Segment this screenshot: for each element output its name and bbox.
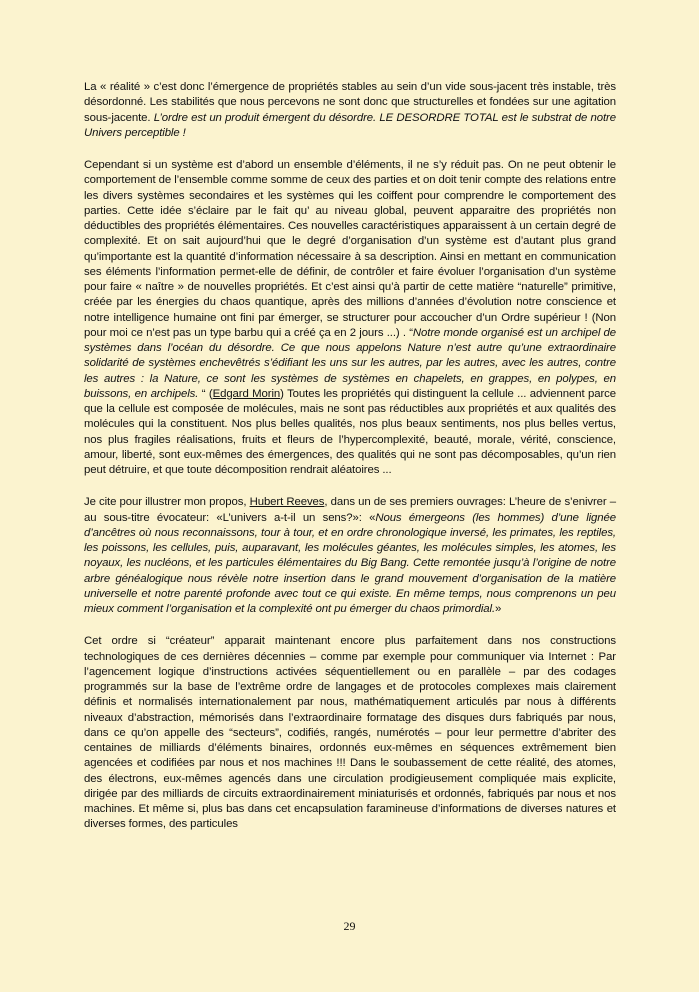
paragraph-3 <box>84 495 616 617</box>
italic-span: Nous émergeons (les hommes) d’une lignée d’ancêtres où nous reconnaissons, tour à tour, et en ordre chronologique inversé, les primates, les reptiles, les poissons, les cellules, puis, auparavant, les molécules géantes, les molécules simples, les atomes, les noyaux, les nucléons, et les particules élémentaires du Big Bang. Cette remontée jusqu’à l’origine de notre arbre généalogique nous révèle notre insertion dans le grand mouvement d’organisation de la matière universelle et notre parenté profonde avec tout ce qui existe. En même temps, nous comprenons un peu mieux comment l’organisation et la complexité ont pu émerger du chaos primordial. <box>84 511 616 615</box>
paragraph-2 <box>84 158 616 478</box>
paragraph-4 <box>84 634 616 832</box>
text-span: “ ( <box>198 387 213 400</box>
edgard-morin-link[interactable]: Edgard Morin <box>212 387 281 400</box>
text-span: Je cite pour illustrer mon propos, <box>84 496 250 509</box>
text-span: ) Toutes les propriétés qui distinguent la cellule ... adviennent parce que la cellule est composée de molécules, mais ne sont pas réductibles aux propriétés et aux qualités des molécules qui la constituent. Nos plus belles qualités, nos plus beaux sentiments, nos plus belles vertus, nos plus fragiles réalisations, fruits et fleurs de l’hypercomplexité, beauté, morale, vérité, conscience, amour, liberté, sont eux-mêmes des émergences, des qualités qui ne sont pas décomposables, qu’un rien peut détruire, et que toute décomposition rendrait aléatoires ... <box>84 387 616 476</box>
text-span: Cependant si un système est d’abord un ensemble d’éléments, il ne s’y réduit pas. On ne peut obtenir le comportement de l’ensemble comme somme de ceux des parties et on doit tenir compte des relations entre les divers systèmes secondaires et les systèmes qui les coiffent pour comprendre le comportement des parties. Cette idée s’éclaire par le fait qu’ au niveau global, peuvent apparaitre des propriétés non déductibles des propriétés élémentaires. Ces nouvelles caractéristiques apparaissent à un certain degré de complexité. Et on sait aujourd’hui que le degré d’organisation d’un système est d’autant plus grand qu’importante est la quantité d’information nécessaire à sa description. Ainsi en mettant en communication ses éléments l’information permet-elle de définir, de contrôler et faire évoluer l’organisation d’un système pour faire « naître » de nouvelles propriétés. Et c’est ainsi qu’à partir de cette matière “naturelle” primitive, créée par les énergies du chaos quantique, après des millions d’années d’évolution notre conscience et notre intelligence humaine ont fini par émerger, se structurer pour accoucher d’un Ordre supérieur ! (Non pour moi ce n’est pas un type barbu qui a créé ça en 2 jours ...) . “ <box>84 159 616 339</box>
text-span: , dans un de ses premiers ouvrages: L’heure de s’enivrer – au sous-titre évocateur: «L’univers a-t-il un sens?»: « <box>84 496 617 524</box>
italic-span: Notre monde organisé est un archipel de systèmes dans l’océan du désordre. Ce que nous appelons Nature n’est autre qu’une extraordinaire solidarité de systèmes enchevêtrés s’édifiant les uns sur les autres, par les autres, avec les autres, contre les autres : la Nature, ce sont les systèmes de systèmes en chapelets, en grappes, en polypes, en buissons, en archipels. <box>84 326 616 400</box>
text-span: » <box>495 603 502 615</box>
paragraph-1 <box>84 80 616 141</box>
italic-span: L’ordre est un produit émergent du désordre. LE DESORDRE TOTAL est le substrat de notre Univers perceptible ! <box>84 111 616 139</box>
hubert-reeves-link[interactable]: Hubert Reeves <box>249 496 325 509</box>
text-span: La « réalité » c’est donc l’émergence de propriétés stables au sein d’un vide sous-jacent très instable, très désordonné. Les stabilités que nous percevons ne sont donc que structurelles et fondées sur une agitation sous-jacente. <box>84 81 616 124</box>
text-span: Cet ordre si “créateur” apparait maintenant encore plus parfaitement dans nos constructions technologiques de ces dernières décennies – comme par exemple pour communiquer via Internet : Par l’agencement logique d’instructions activées séquentiellement ou en parallèle – par des codages programmés sur la base de l’extrême ordre de langages et de protocoles complexes mais clairement définis et normalisés internationalement par nous, mathématiquement articulés par nous à différents niveaux d’abstraction, mémorisés dans l’extraordinaire formatage des disques durs fabriqués par nous, dans ce qu’on appelle des “secteurs”, codifiés, rangés, numérotés – pour leur permettre d’abriter des centaines de milliards d’éléments binaires, ordonnés eux-mêmes en séquences extrêmement bien agencées et codifiées par nous et nos machines !!! Dans le soubassement de cette réalité, des atomes, des électrons, eux-mêmes agencés dans une circulation prodigieusement compliquée mais explicite, dirigée par des milliards de circuits extraordinairement miniaturisés et ordonnés, fabriqués par nous et nos machines. Et même si, plus bas dans cet encapsulation faramineuse d’informations de diverses natures et diverses formes, des particules <box>84 635 616 831</box>
page-number: 29 <box>343 919 356 933</box>
body-text <box>84 80 616 850</box>
